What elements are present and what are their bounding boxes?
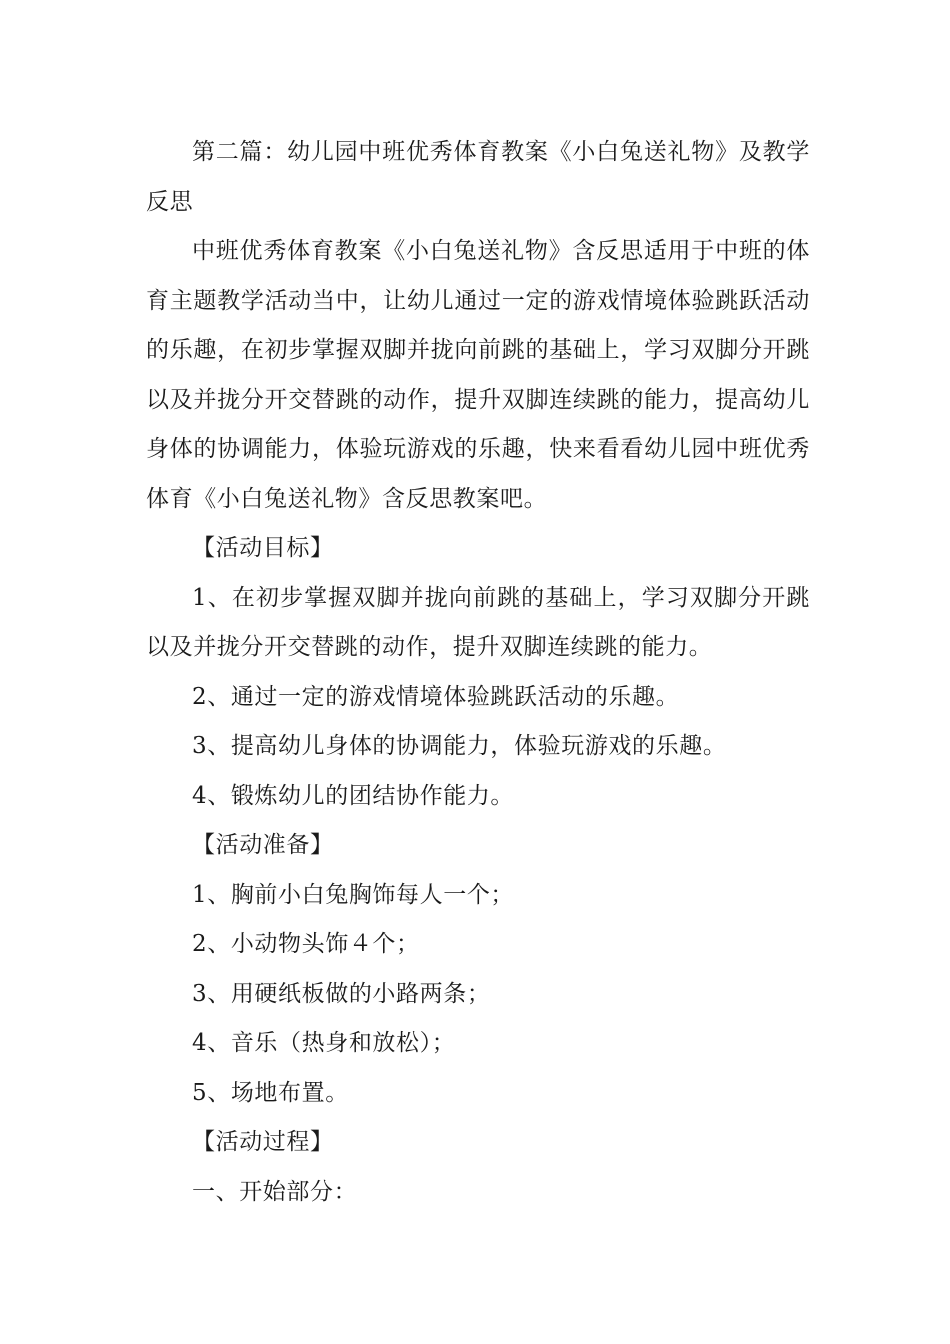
goal-item: 1、在初步掌握双脚并拢向前跳的基础上，学习双脚分开跳以及并拢分开交替跳的动作，提升双脚连续跳的能力。 xyxy=(146,584,810,660)
prep-item: 4、音乐（热身和放松）； xyxy=(192,1030,456,1056)
prep-item: 3、用硬纸板做的小路两条； xyxy=(192,980,491,1007)
prep-item: 1、胸前小白兔胸饰每人一个； xyxy=(192,881,515,908)
goal-item: 3、提高幼儿身体的协调能力，体验玩游戏的乐趣。 xyxy=(192,733,727,759)
document-body xyxy=(146,128,810,1217)
goals-heading: 【活动目标】 xyxy=(192,535,334,561)
document-title: 第二篇：幼儿园中班优秀体育教案《小白兔送礼物》及教学反思 xyxy=(146,139,810,215)
process-heading: 【活动过程】 xyxy=(192,1129,334,1155)
goal-item: 2、通过一定的游戏情境体验跳跃活动的乐趣。 xyxy=(192,683,680,710)
goal-item: 4、锻炼幼儿的团结协作能力。 xyxy=(192,782,515,809)
prep-item: 5、场地布置。 xyxy=(192,1079,349,1106)
process-step: 一、开始部分： xyxy=(192,1178,358,1205)
intro-paragraph: 中班优秀体育教案《小白兔送礼物》含反思适用于中班的体育主题教学活动当中，让幼儿通过一定的游戏情境体验跳跃活动的乐趣，在初步掌握双脚并拢向前跳的基础上，学习双脚分开跳以及并拢分开交替跳的动作，提升双脚连续跳的能力，提高幼儿身体的协调能力，体验玩游戏的乐趣，快来看看幼儿园中班优秀体育《小白兔送礼物》含反思教案吧。 xyxy=(146,238,810,512)
prep-item: 2、小动物头饰４个； xyxy=(192,931,420,957)
prep-heading: 【活动准备】 xyxy=(192,832,334,858)
